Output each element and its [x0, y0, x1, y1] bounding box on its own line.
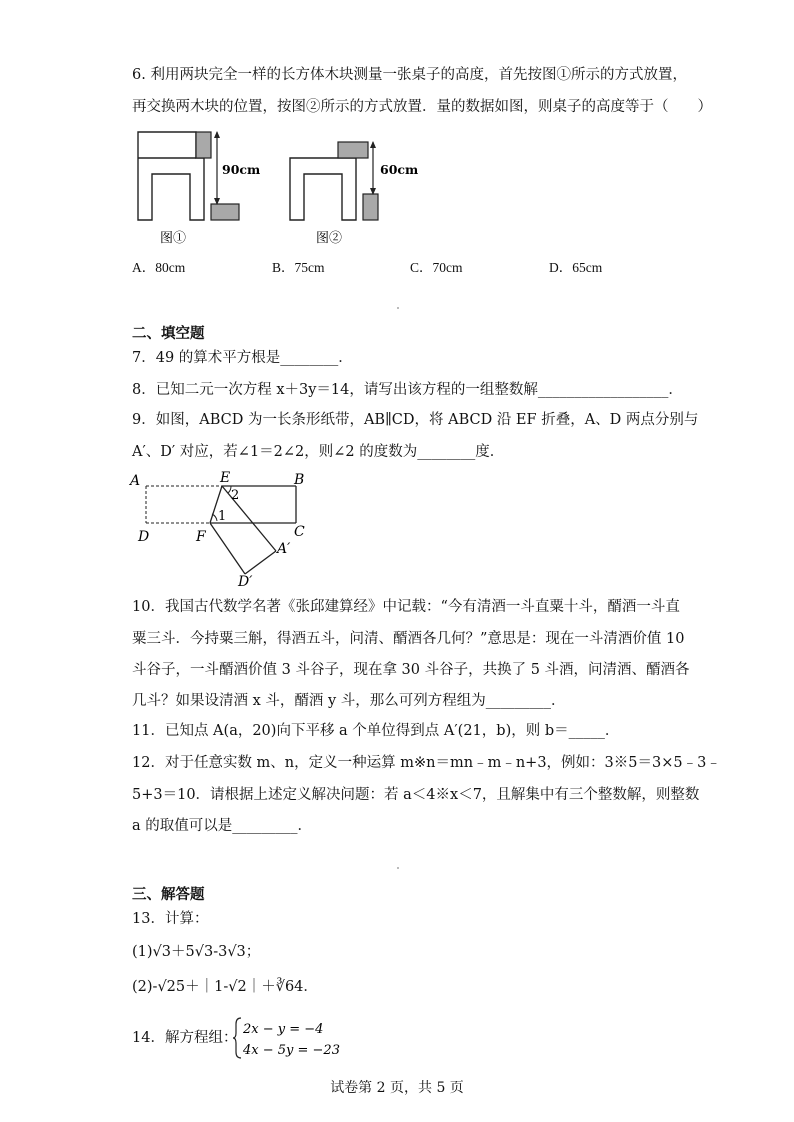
fig1-block-bottom	[211, 204, 239, 220]
section-3-title: 三、解答题	[132, 887, 205, 903]
q14-eq2: 4x − 5y = −23	[243, 1043, 340, 1058]
q13-part2: (2)-√25＋｜1-√2｜＋∛64．	[132, 979, 318, 995]
q14-eq1: 2x − y = −4	[243, 1022, 324, 1037]
q13-intro: 13．计算：	[132, 911, 209, 927]
q12-line2: 5+3＝10．请根据上述定义解决问题：若 a＜4※x＜7，且解集中有三个整数解，则整数	[132, 787, 700, 803]
q10-line1: 10．我国古代数学名著《张邱建算经》中记载：“今有清酒一斗直粟十斗，醑酒一斗直	[132, 599, 680, 615]
q6-option-a: A．80cm	[132, 260, 186, 275]
q9-label-a: A	[130, 473, 141, 489]
q13-part1: (1)√3＋5√3-3√3；	[132, 944, 261, 960]
q9-label-a-prime: A′	[277, 541, 291, 557]
fig2-measure: 60cm	[380, 162, 419, 177]
fig2-label: 图②	[316, 231, 343, 246]
q14-equation-system	[233, 1016, 353, 1060]
q9-label-e: E	[220, 470, 231, 486]
section-2-title: 二、填空题	[132, 326, 205, 342]
fig2-block-top	[338, 142, 368, 158]
fig1-block-top	[196, 132, 211, 158]
q9-label-d: D	[138, 529, 150, 545]
q12-line3: a 的取值可以是_________．	[132, 818, 313, 834]
page-footer: 试卷第 2 页，共 5 页	[330, 1080, 464, 1096]
q9-figure	[128, 466, 308, 590]
q9-label-d-prime: D′	[238, 574, 253, 590]
q11-text: 11．已知点 A(a，20)向下平移 a 个单位得到点 A′(21，b)，则 b＝_____．	[132, 723, 620, 739]
q6-line1: 6. 利用两块完全一样的长方体木块测量一张桌子的高度，首先按图①所示的方式放置，	[132, 67, 687, 83]
q9-label-f: F	[196, 529, 206, 545]
fig1-label: 图①	[160, 231, 187, 246]
q14-label: 14．解方程组：	[132, 1030, 238, 1046]
q10-line4: 几斗？如果设清酒 x 斗，醑酒 y 斗，那么可列方程组为_________．	[132, 693, 566, 709]
q6-option-b: B．75cm	[272, 260, 325, 275]
q9-angle-2: 2	[231, 488, 240, 503]
q10-line2: 粟三斗．今持粟三斛，得酒五斗，问清、醑酒各几何？”意思是：现在一斗清酒价值 10	[132, 631, 685, 647]
fig1-measure: 90cm	[222, 162, 261, 177]
q9-label-c: C	[294, 524, 305, 540]
separator-dot-2	[397, 867, 399, 869]
fig2-block-bottom	[363, 194, 378, 220]
q8-text: 8．已知二元一次方程 x＋3y＝14，请写出该方程的一组整数解__________________．	[132, 382, 683, 398]
q10-line3: 斗谷子，一斗醑酒价值 3 斗谷子，现在拿 30 斗谷子，共换了 5 斗酒，问清酒、醑酒各	[132, 662, 690, 678]
q6-figures	[130, 128, 419, 250]
q9-line2: A′、D′ 对应，若∠1＝2∠2，则∠2 的度数为________度．	[132, 444, 505, 460]
q9-line1: 9．如图，ABCD 为一长条形纸带，AB∥CD，将 ABCD 沿 EF 折叠，A、D 两点分别与	[132, 412, 699, 428]
q9-label-b: B	[294, 472, 305, 488]
q6-line2: 再交换两木块的位置，按图②所示的方式放置．量的数据如图，则桌子的高度等于（ ）	[132, 99, 712, 115]
separator-dot	[397, 307, 399, 309]
figure-1	[138, 131, 260, 246]
q12-line1: 12．对于任意实数 m、n，定义一种运算 m※n＝mn﹣m﹣n+3，例如：3※5＝3×5﹣3﹣	[132, 755, 721, 771]
q6-option-c: C．70cm	[410, 260, 463, 275]
q9-angle-1: 1	[218, 509, 227, 524]
q7-text: 7．49 的算术平方根是________．	[132, 350, 353, 366]
figure-2	[290, 141, 418, 246]
q6-option-d: D．65cm	[549, 260, 603, 275]
